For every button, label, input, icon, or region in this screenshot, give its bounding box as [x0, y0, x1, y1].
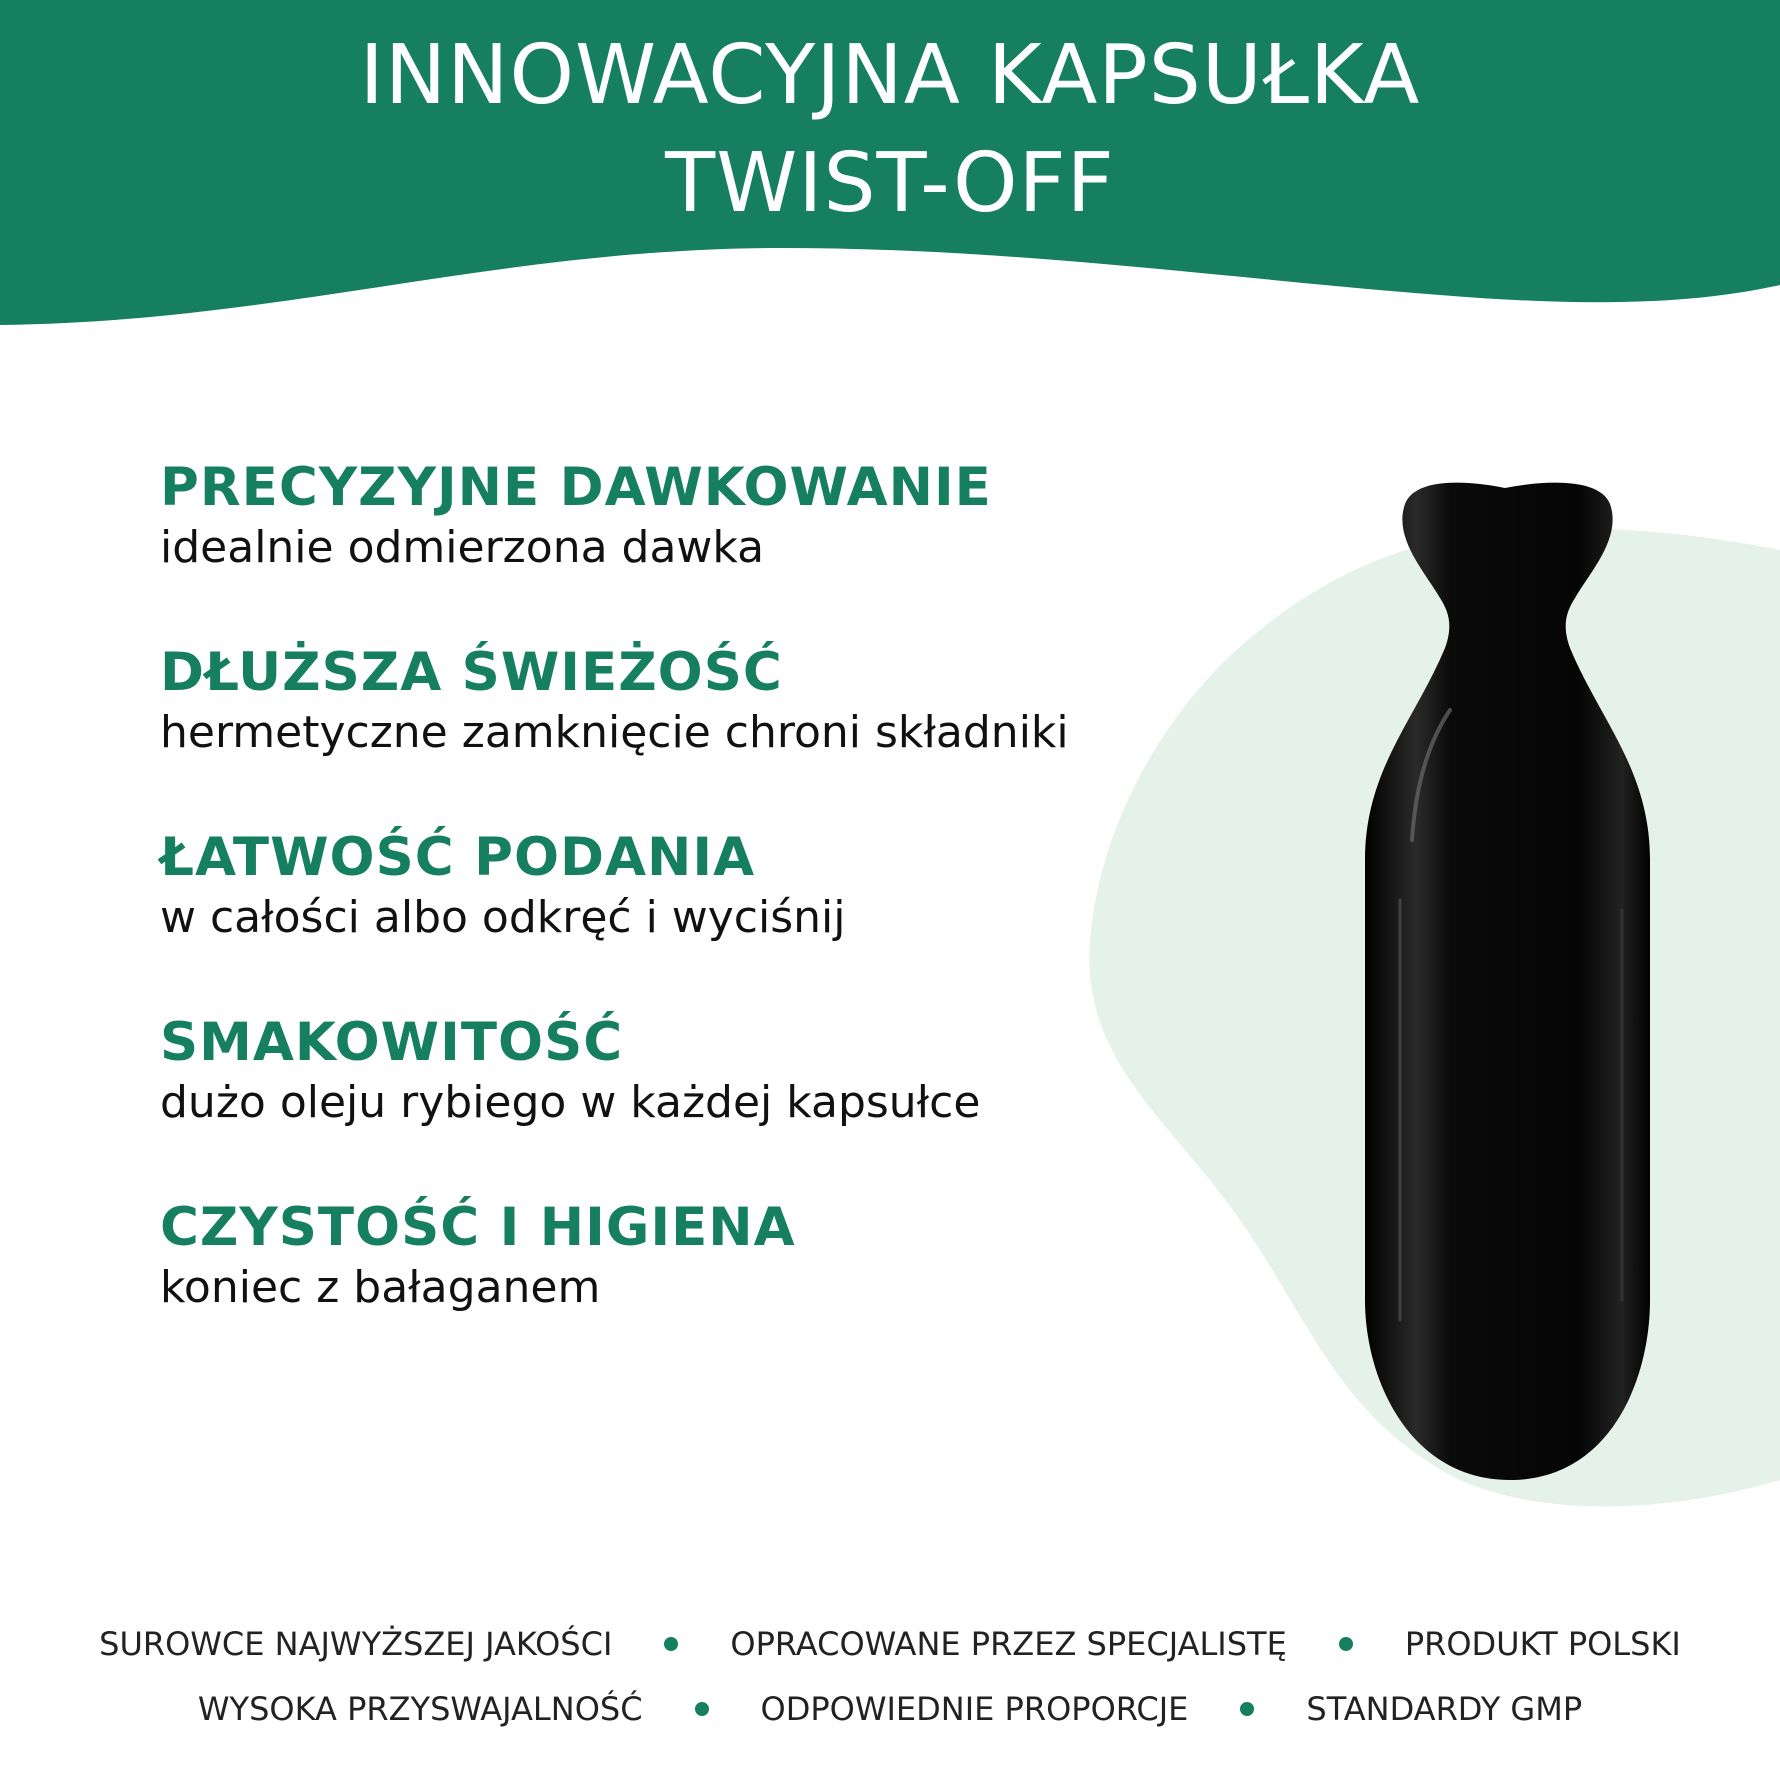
feature-description: dużo oleju rybiego w każdej kapsułce — [160, 1077, 981, 1128]
feature-item — [160, 1011, 1160, 1196]
bullet-dot-icon — [1240, 1702, 1254, 1716]
footer-badge: STANDARDY GMP — [1306, 1690, 1583, 1728]
page-title-line-2: TWIST-OFF — [665, 136, 1115, 231]
footer-badge: WYSOKA PRZYSWAJALNOŚĆ — [197, 1690, 643, 1728]
footer-badge: SUROWCE NAJWYŻSZEJ JAKOŚCI — [99, 1625, 613, 1663]
feature-title: SMAKOWITOŚĆ — [160, 1012, 624, 1073]
feature-title: ŁATWOŚĆ PODANIA — [160, 827, 756, 888]
bullet-dot-icon — [695, 1702, 709, 1716]
feature-description: hermetyczne zamknięcie chroni składniki — [160, 707, 1069, 758]
feature-item — [160, 456, 1160, 641]
feature-title: DŁUŻSZA ŚWIEŻOŚĆ — [160, 642, 783, 703]
feature-description: koniec z bałaganem — [160, 1262, 601, 1313]
footer-badge: ODPOWIEDNIE PROPORCJE — [760, 1690, 1189, 1728]
footer-badges-row-1 — [0, 1625, 1780, 1663]
feature-item — [160, 1196, 1160, 1381]
feature-title: PRECYZYJNE DAWKOWANIE — [160, 457, 992, 518]
bullet-dot-icon — [664, 1637, 678, 1651]
feature-description: idealnie odmierzona dawka — [160, 522, 765, 573]
footer-badge: OPRACOWANE PRZEZ SPECJALISTĘ — [730, 1625, 1287, 1663]
feature-item — [160, 641, 1160, 826]
footer-badges-row-2 — [0, 1690, 1780, 1728]
feature-title: CZYSTOŚĆ I HIGIENA — [160, 1197, 796, 1258]
twist-off-capsule-image — [1360, 480, 1660, 1480]
footer-badge: PRODUKT POLSKI — [1404, 1625, 1681, 1663]
feature-description: w całości albo odkręć i wyciśnij — [160, 892, 846, 943]
page-title-line-1: INNOWACYJNA KAPSUŁKA — [359, 28, 1421, 123]
feature-item — [160, 826, 1160, 1011]
bullet-dot-icon — [1339, 1637, 1353, 1651]
page-title — [0, 22, 1780, 238]
feature-list — [160, 456, 1160, 1381]
